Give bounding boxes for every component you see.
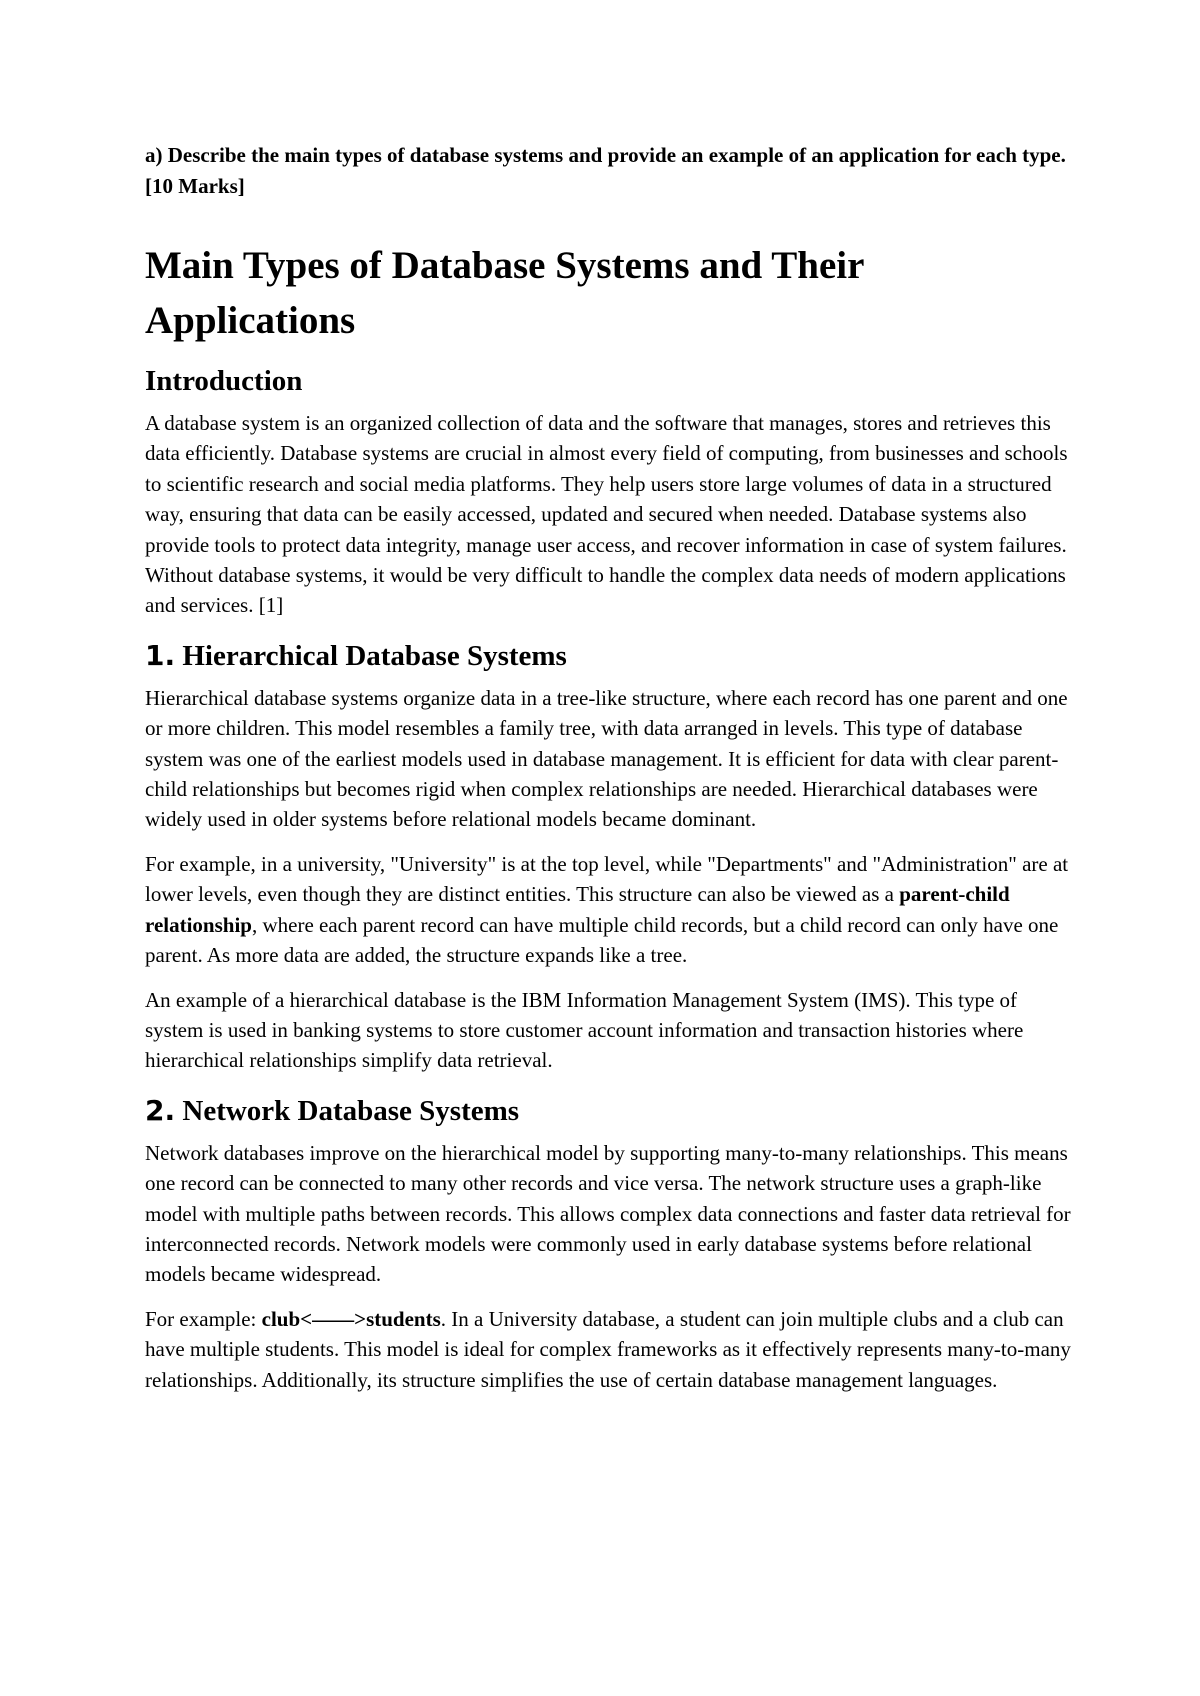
- document-title: Main Types of Database Systems and Their Applications: [145, 244, 864, 342]
- section-1-p2-start: For example, in a university, "University" is at the top level, while "Departments" and "Administration" are at lower levels, even though they are distinct entities. This structure can also be viewed as a: [145, 851, 1069, 907]
- introduction-paragraph: A database system is an organized collection of data and the software that manages, stores and retrieves this data efficiently. Database systems are crucial in almost every field of computing, from businesses and schools to scientific research and social media platforms. They help users store large volumes of data in a structured way, ensuring that data can be easily accessed, updated and secured when needed. Database systems also provide tools to protect data integrity, manage user access, and recover information in case of system failures. Without database systems, it would be very difficult to handle the complex data needs of modern applications and services. [1]: [145, 411, 1068, 618]
- section-1-p2-bold: parent-child relationship: [145, 882, 1010, 937]
- introduction-heading: Introduction: [145, 365, 303, 397]
- section-2-p2-bold: club<——>students: [261, 1306, 441, 1331]
- section-2-p2-end: . In a University database, a student can join multiple clubs and a club can have multiple students. This model is ideal for complex frameworks as it effectively represents many-to-many relationships. Additionally, its structure simplifies the use of certain database management languages.: [145, 1306, 1071, 1392]
- section-1-heading-text: Hierarchical Database Systems: [182, 639, 567, 672]
- section-2-p2-start: For example:: [145, 1306, 262, 1331]
- section-2-paragraph-2: [145, 1304, 1075, 1395]
- section-2-heading-text: Network Database Systems: [182, 1094, 520, 1127]
- section-1-paragraph-2: [145, 849, 1075, 971]
- question-text: a) Describe the main types of database systems and provide an example of an application for each type. [10 Marks]: [145, 143, 1066, 198]
- section-2-heading: [145, 1092, 1075, 1130]
- section-1-heading: [145, 637, 1075, 675]
- document-page: [145, 140, 1075, 1411]
- section-1-number: 1.: [145, 638, 176, 672]
- section-2-paragraph-1: Network databases improve on the hierarchical model by supporting many-to-many relationships. This means one record can be connected to many other records and vice versa. The network structure uses a graph-like model with multiple paths between records. This allows complex data connections and faster data retrieval for interconnected records. Network models were commonly used in early database systems before relational models became widespread.: [145, 1140, 1071, 1287]
- section-1-paragraph-1: Hierarchical database systems organize data in a tree-like structure, where each record has one parent and one or more children. This model resembles a family tree, with data arranged in levels. This type of database system was one of the earliest models used in database management. It is efficient for data with clear parent-child relationships but becomes rigid when complex relationships are needed. Hierarchical databases were widely used in older systems before relational models became dominant.: [145, 685, 1068, 832]
- section-1-p2-end: , where each parent record can have multiple child records, but a child record can only have one parent. As more data are added, the structure expands like a tree.: [145, 912, 1059, 968]
- section-1-paragraph-3: An example of a hierarchical database is the IBM Information Management System (IMS). This type of system is used in banking systems to store customer account information and transaction histories where hierarchical relationships simplify data retrieval.: [145, 987, 1024, 1073]
- section-2-number: 2.: [145, 1093, 176, 1127]
